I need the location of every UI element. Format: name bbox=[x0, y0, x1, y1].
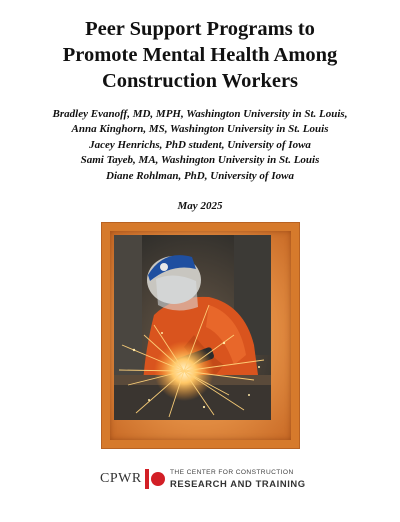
logo-line-1: THE CENTER FOR CONSTRUCTION bbox=[170, 469, 294, 476]
logo-line-2: RESEARCH AND TRAINING bbox=[170, 478, 306, 489]
title-line-2: Promote Mental Health Among bbox=[62, 44, 338, 66]
author-5: Diane Rohlman, PhD, University of Iowa bbox=[106, 169, 294, 182]
title-line-3: Construction Workers bbox=[101, 70, 299, 92]
cover-photo-frame bbox=[101, 222, 300, 449]
author-1: Bradley Evanoff, MD, MPH, Washington University in St. Louis, bbox=[52, 108, 348, 120]
title-line-1: Peer Support Programs to bbox=[85, 18, 315, 40]
document-title bbox=[0, 16, 400, 94]
welder-illustration bbox=[114, 235, 271, 420]
author-4: Sami Tayeb, MA, Washington University in St. Louis bbox=[80, 154, 320, 167]
logo-abbreviation: CPWR bbox=[100, 471, 142, 486]
author-2: Anna Kinghorn, MS, Washington University in St. Louis bbox=[71, 123, 329, 136]
author-3: Jacey Henrichs, PhD student, University of Iowa bbox=[89, 138, 311, 151]
cpwr-mark-icon bbox=[145, 467, 165, 491]
cover-photo-welder-grinding bbox=[114, 235, 271, 420]
author-list bbox=[0, 107, 400, 184]
cpwr-logo bbox=[100, 467, 310, 493]
publication-date: May 2025 bbox=[177, 200, 223, 212]
